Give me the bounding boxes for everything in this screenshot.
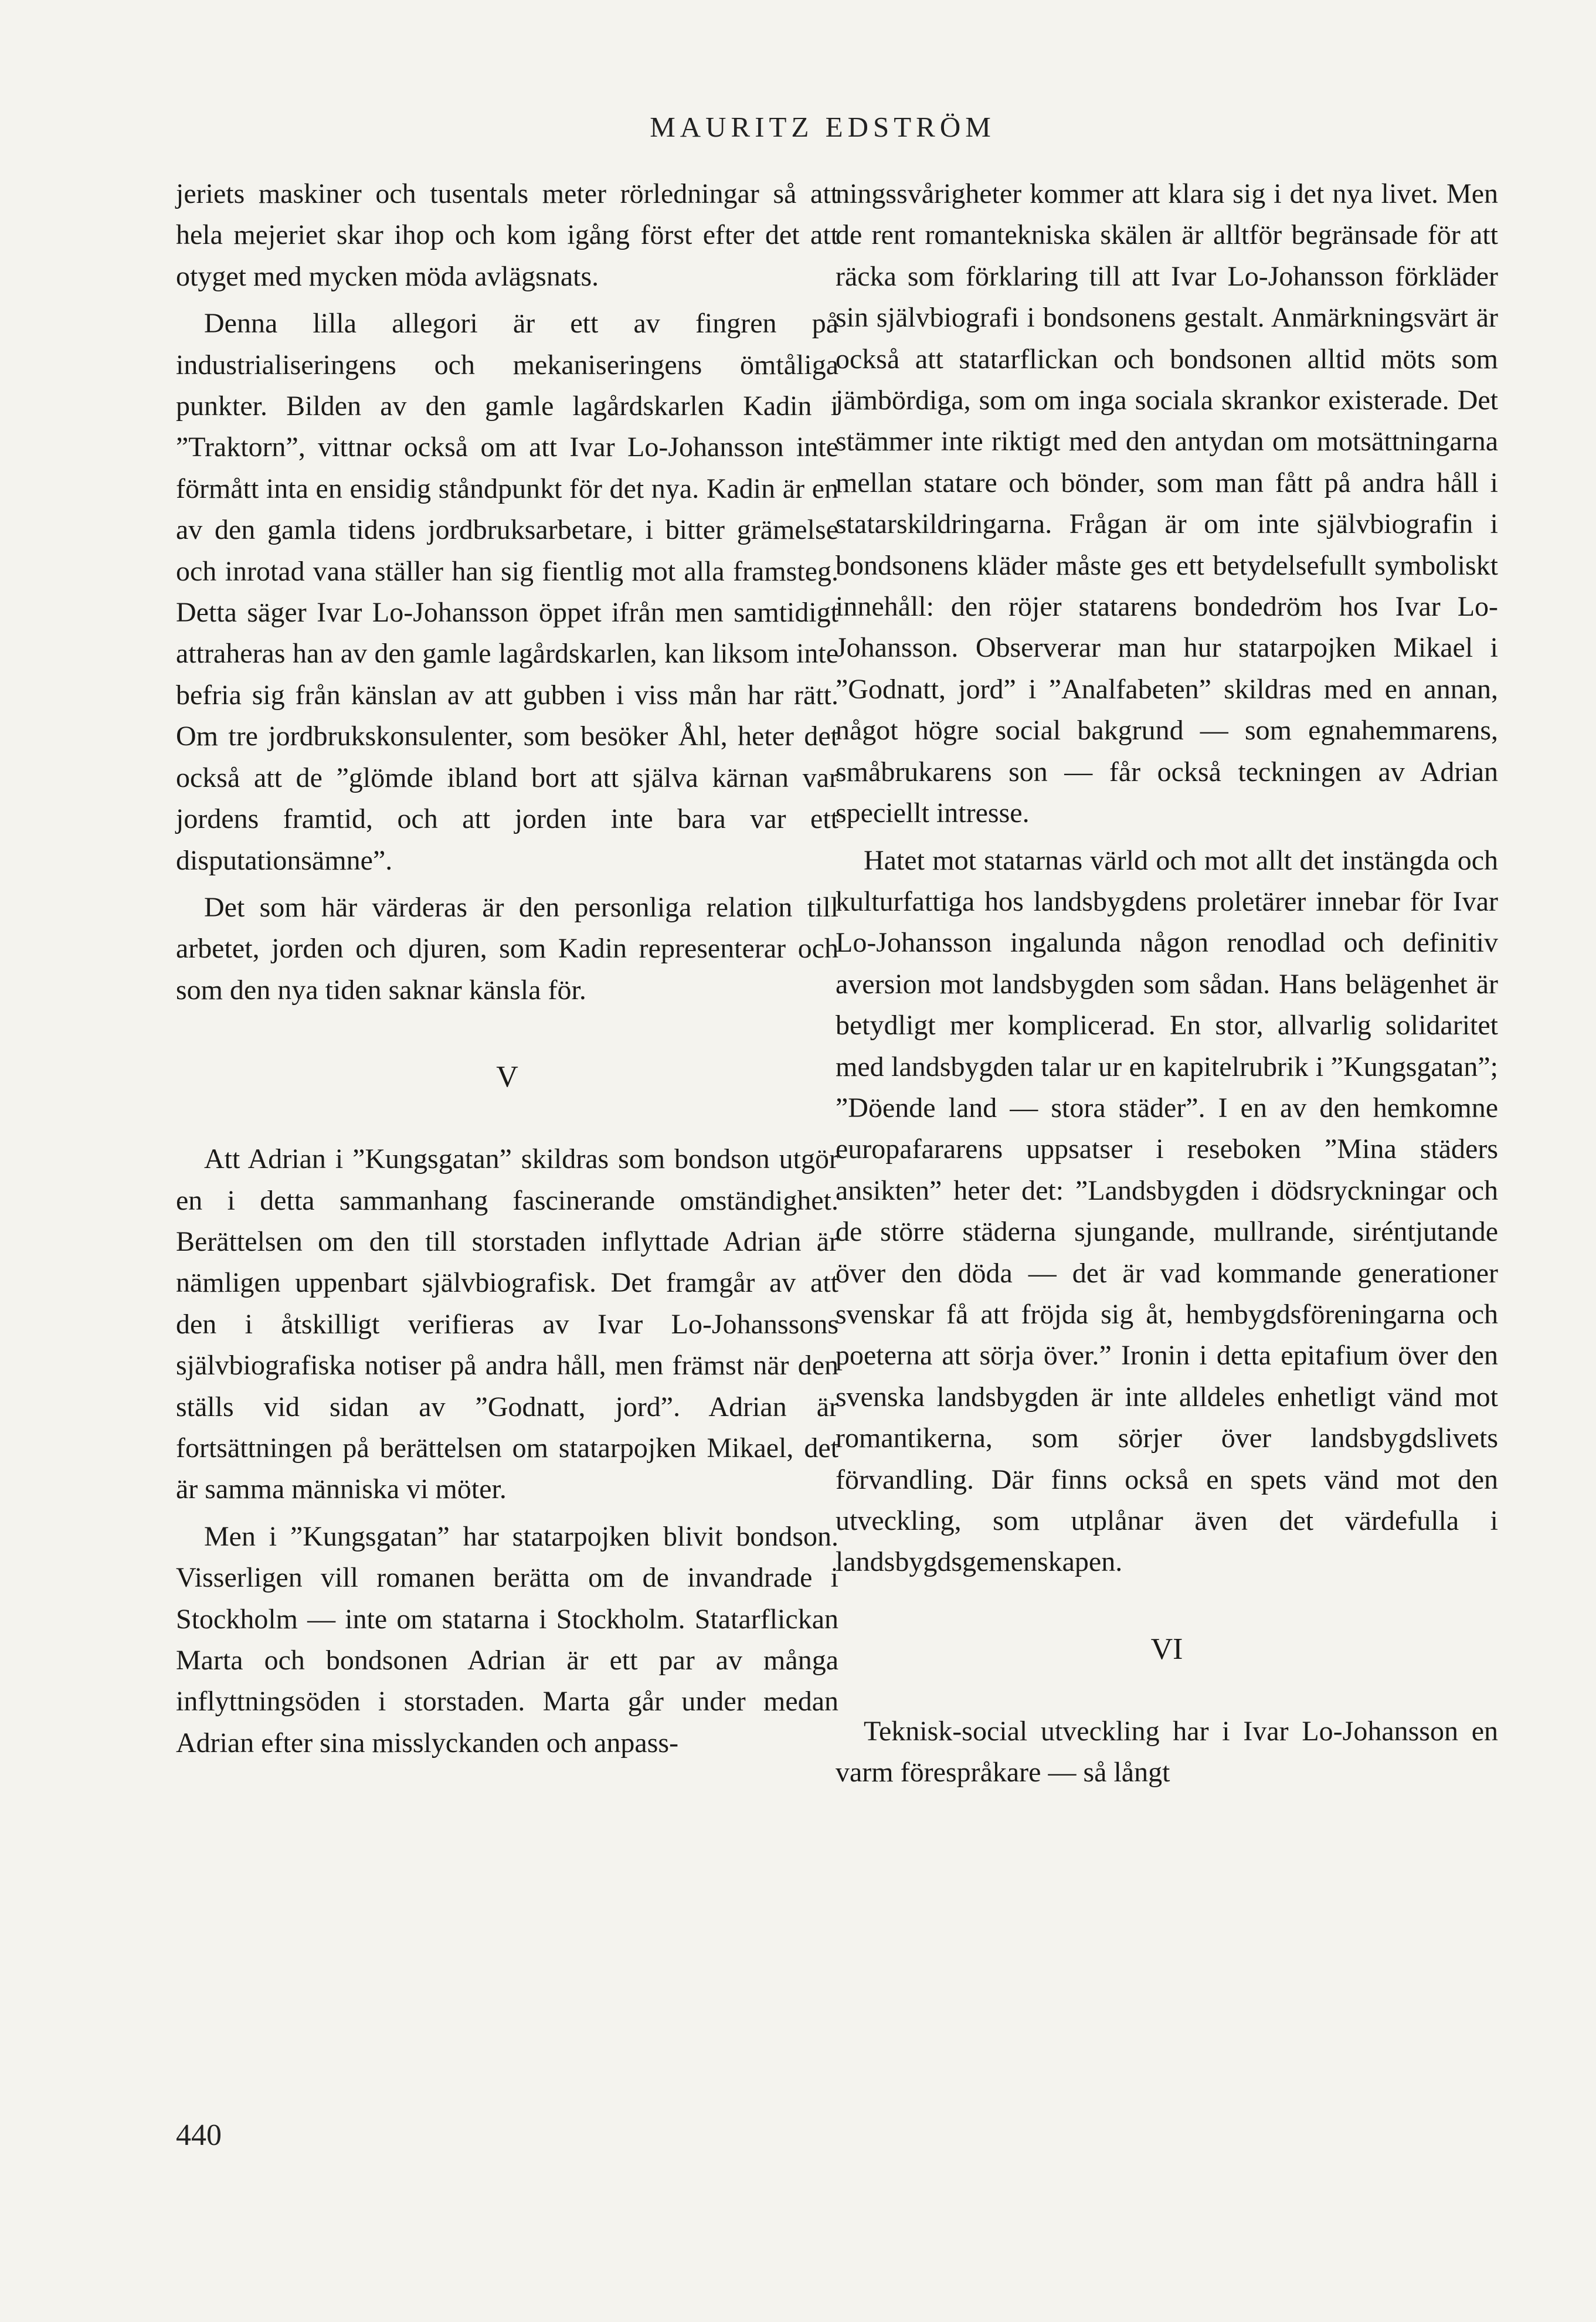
section-heading-v: V <box>496 1060 518 1094</box>
paragraph: Teknisk-social utveckling har i Ivar Lo-Johansson en varm förespråkare — så långt <box>836 1715 1498 1788</box>
right-column <box>836 174 1498 1800</box>
left-column <box>176 174 838 1770</box>
section-heading-vi: VI <box>1150 1632 1183 1666</box>
paragraph: Men i ”Kungsgatan” har statarpojken blivit bondson. Visserligen vill romanen berätta om de invandrade i Stockholm — inte om statarna i Stockholm. Statarflickan Marta och bondsonen Adrian är ett par av många inflyttningsöden i storstaden. Marta går under medan Adrian efter sina misslyckanden och anpass- <box>176 1520 838 1759</box>
running-head: MAURITZ EDSTRÖM <box>650 111 996 143</box>
paragraph: Att Adrian i ”Kungsgatan” skildras som bondson utgör en i detta sammanhang fascinerande omständighet. Berättelsen om den till storstaden inflyttade Adrian är nämligen uppenbart självbiografisk. Det framgår av att den i åtskilligt verifieras av Ivar Lo-Johanssons självbiografiska notiser på andra håll, men främst när den ställs vid sidan av ”Godnatt, jord”. Adrian är fortsättningen på berättelsen om statarpojken Mikael, det är samma människa vi möter. <box>176 1143 838 1505</box>
paragraph: Det som här värderas är den personliga relation till arbetet, jorden och djuren, som Kadin representerar och som den nya tiden saknar känsla för. <box>176 891 838 1006</box>
paragraph: Hatet mot statarnas värld och mot allt det instängda och kulturfattiga hos landsbygdens proletärer innebar för Ivar Lo-Johansson ingalunda någon renodlad och definitiv aversion mot landsbygden som sådan. Hans belägenhet är betydligt mer komplicerad. En stor, allvarlig solidaritet med landsbygden talar ur en kapitelrubrik i ”Kungsgatan”; ”Döende land — stora städer”. I en av den hemkomne europafararens uppsatser i reseboken ”Mina städers ansikten” heter det: ”Landsbygden i dödsryckningar och de större städerna sjungande, mullrande, siréntjutande över den döda — det är vad kommande generationer svenskar få att fröjda sig åt, hembygdsföreningarna och poeterna att sörja över.” Ironin i detta epitafium över den svenska landsbygden är inte alldeles enhetligt vänd mot romantikerna, som sörjer över landsbygdslivets förvandling. Där finns också en spets vänd mot den utveckling, som utplånar även det värdefulla i landsbygdsgemenskapen. <box>836 844 1498 1578</box>
page-number: 440 <box>176 2119 222 2152</box>
paragraph: ningssvårigheter kommer att klara sig i det nya livet. Men de rent romantekniska skälen är alltför begränsade för att räcka som förklaring till att Ivar Lo-Johansson förkläder sin självbiografi i bondsonens gestalt. Anmärkningsvärt är också att statarflickan och bondsonen alltid möts som jämbördiga, som om inga sociala skrankor existerade. Det stämmer inte riktigt med den antydan om motsättningarna mellan statare och bönder, som man fått på andra håll i statarskildringarna. Frågan är om inte självbiografin i bondsonens kläder måste ges ett betydelsefullt symboliskt innehåll: den röjer statarens bondedröm hos Ivar Lo-Johansson. Observerar man hur statarpojken Mikael i ”Godnatt, jord” i ”Analfabeten” skildras med en annan, något högre social bakgrund — som egnahemmarens, småbrukarens son — får också teckningen av Adrian speciellt intresse. <box>836 178 1498 829</box>
paragraph: jeriets maskiner och tusentals meter rörledningar så att hela mejeriet skar ihop och kom igång först efter det att otyget med mycken möda avlägsnats. <box>176 178 838 292</box>
paragraph: Denna lilla allegori är ett av fingren på industrialiseringens och mekaniseringens ömtåliga punkter. Bilden av den gamle lagårdskarlen Kadin i ”Traktorn”, vittnar också om att Ivar Lo-Johansson inte förmått inta en ensidig ståndpunkt för det nya. Kadin är en av den gamla tidens jordbruksarbetare, i bitter grämelse och inrotad vana ställer han sig fientlig mot alla framsteg. Detta säger Ivar Lo-Johansson öppet ifrån men samtidigt attraheras han av den gamle lagårdskarlen, kan liksom inte befria sig från känslan av att gubben i viss mån har rätt. Om tre jordbrukskonsulenter, som besöker Åhl, heter det också att de ”glömde ibland bort att själva kärnan var jordens framtid, och att jorden inte bara var ett disputationsämne”. <box>176 308 838 876</box>
